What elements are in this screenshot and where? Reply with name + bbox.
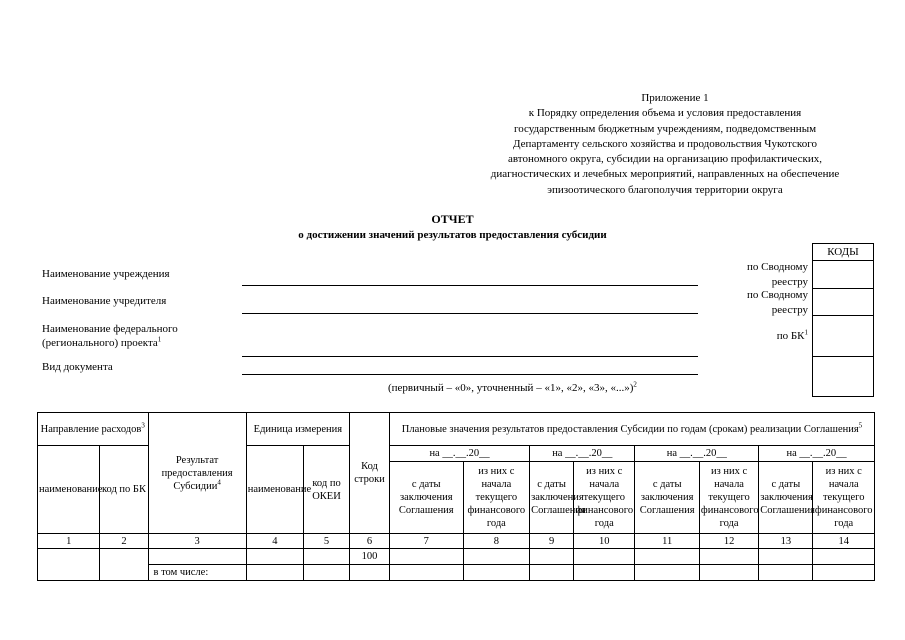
bk-label-text: по БК: [776, 330, 805, 342]
table-cell[interactable]: [246, 549, 303, 565]
direction-name-header: наименование: [38, 446, 100, 534]
table-cell[interactable]: [759, 565, 813, 581]
result-header: [148, 413, 246, 534]
footnote-mark: 1: [804, 328, 808, 337]
report-title: ОТЧЕТ: [431, 212, 474, 226]
approval-line: государственным бюджетным учреждениям, подведомственным: [513, 122, 817, 135]
project-label-line1: Наименование федерального: [42, 323, 178, 335]
column-number: 14: [813, 534, 875, 549]
line-code-header: Код строки: [350, 413, 390, 534]
footnote-mark: 3: [141, 421, 145, 429]
result-header-text: Результат предоставления Субсидии: [161, 454, 233, 492]
table-cell[interactable]: [635, 549, 699, 565]
from-year-header: из них с начала текущего финансового года: [463, 462, 530, 534]
footnote-mark: 5: [858, 421, 863, 429]
column-number: 9: [530, 534, 574, 549]
approval-line: эпизоотического благополучия территории округа: [547, 183, 783, 196]
institution-line[interactable]: [242, 285, 698, 286]
code-cell-bk[interactable]: [813, 316, 874, 357]
period-header-1: на __.__.20__: [389, 446, 529, 462]
doc-type-hint: [388, 381, 637, 395]
approval-block: [430, 91, 900, 198]
unit-name-header: наименование: [246, 446, 303, 534]
row-code-cell: 100: [350, 549, 390, 565]
column-number: 3: [148, 534, 246, 549]
project-label: [42, 322, 178, 350]
unit-okei-header: код по ОКЕИ: [304, 446, 350, 534]
table-cell[interactable]: [389, 565, 463, 581]
from-date-header: с даты заключения Соглашения: [759, 462, 813, 534]
code-cell-doc-type[interactable]: [813, 357, 874, 397]
footnote-mark: 4: [217, 478, 221, 486]
column-number: 2: [100, 534, 148, 549]
from-year-header: из них с начала текущего финансового года: [813, 462, 875, 534]
table-cell[interactable]: [350, 565, 390, 581]
period-header-3: на __.__.20__: [635, 446, 759, 462]
from-date-header: с даты заключения Соглашения: [389, 462, 463, 534]
direction-header-text: Направление расходов: [40, 423, 142, 435]
approval-line: автономного округа, субсидии на организацию профилактических,: [507, 153, 823, 166]
report-subtitle: о достижении значений результатов предоставления субсидии: [298, 229, 607, 241]
table-cell[interactable]: [304, 565, 350, 581]
direction-bk-header: код по БК: [100, 446, 148, 534]
unit-header: Единица измерения: [246, 413, 349, 446]
table-cell[interactable]: [148, 549, 246, 565]
table-cell[interactable]: [530, 549, 574, 565]
approval-line: диагностических и лечебных мероприятий, направленных на обеспечение: [490, 168, 840, 181]
column-number: 8: [463, 534, 530, 549]
period-header-4: на __.__.20__: [759, 446, 875, 462]
table-cell[interactable]: [100, 549, 148, 581]
table-cell[interactable]: [813, 565, 875, 581]
footnote-mark: 2: [633, 380, 637, 389]
from-date-header: с даты заключения Соглашения: [530, 462, 574, 534]
column-number: 7: [389, 534, 463, 549]
table-cell[interactable]: [38, 549, 100, 581]
codes-header: КОДЫ: [813, 244, 874, 261]
table-cell[interactable]: [699, 565, 758, 581]
registry-label-2: по Сводному реестру: [746, 289, 808, 316]
registry-label-1: по Сводному реестру: [746, 261, 808, 288]
table-cell[interactable]: [463, 549, 530, 565]
column-number: 6: [350, 534, 390, 549]
table-cell[interactable]: [246, 565, 303, 581]
column-number: 13: [759, 534, 813, 549]
from-year-header: из них с начала текущего финансового года: [574, 462, 635, 534]
bk-label: [725, 329, 808, 344]
table-cell[interactable]: [699, 549, 758, 565]
institution-label: Наименование учреждения: [42, 268, 170, 280]
founder-line[interactable]: [242, 313, 698, 314]
table-cell[interactable]: [304, 549, 350, 565]
column-number: 12: [699, 534, 758, 549]
approval-line: Приложение 1: [641, 92, 709, 104]
table-cell[interactable]: [463, 565, 530, 581]
approval-line: Департаменту сельского хозяйства и продовольствия Чукотского: [513, 137, 817, 150]
code-cell-registry-1[interactable]: [813, 261, 874, 289]
table-cell[interactable]: [389, 549, 463, 565]
table-cell[interactable]: [759, 549, 813, 565]
table-cell[interactable]: [574, 565, 635, 581]
column-number: 11: [635, 534, 699, 549]
results-table: [37, 412, 875, 581]
table-cell[interactable]: [813, 549, 875, 565]
doc-type-label: Вид документа: [42, 361, 113, 373]
doc-type-line[interactable]: [242, 374, 698, 375]
table-cell[interactable]: [635, 565, 699, 581]
period-header-2: на __.__.20__: [530, 446, 635, 462]
planned-header-text: Плановые значения результатов предоставления Субсидии по годам (срокам) реализации Соглашения: [401, 423, 859, 435]
doc-type-hint-text: (первичный – «0», уточненный – «1», «2», «3», «...»): [388, 382, 634, 394]
table-cell[interactable]: [530, 565, 574, 581]
approval-line: к Порядку определения объема и условия предоставления: [528, 107, 802, 120]
column-number: 5: [304, 534, 350, 549]
project-label-line2: (регионального) проекта: [42, 337, 158, 349]
project-line[interactable]: [242, 356, 698, 357]
table-cell[interactable]: [574, 549, 635, 565]
including-cell: в том числе:: [148, 565, 246, 581]
column-number: 10: [574, 534, 635, 549]
footnote-mark: 1: [157, 335, 162, 344]
from-year-header: из них с начала текущего финансового года: [699, 462, 758, 534]
column-number: 1: [38, 534, 100, 549]
direction-header: [38, 413, 149, 446]
code-cell-registry-2[interactable]: [813, 289, 874, 316]
from-date-header: с даты заключения Соглашения: [635, 462, 699, 534]
column-number: 4: [246, 534, 303, 549]
planned-header: [389, 413, 874, 446]
founder-label: Наименование учредителя: [42, 295, 167, 307]
codes-table: [812, 243, 874, 397]
